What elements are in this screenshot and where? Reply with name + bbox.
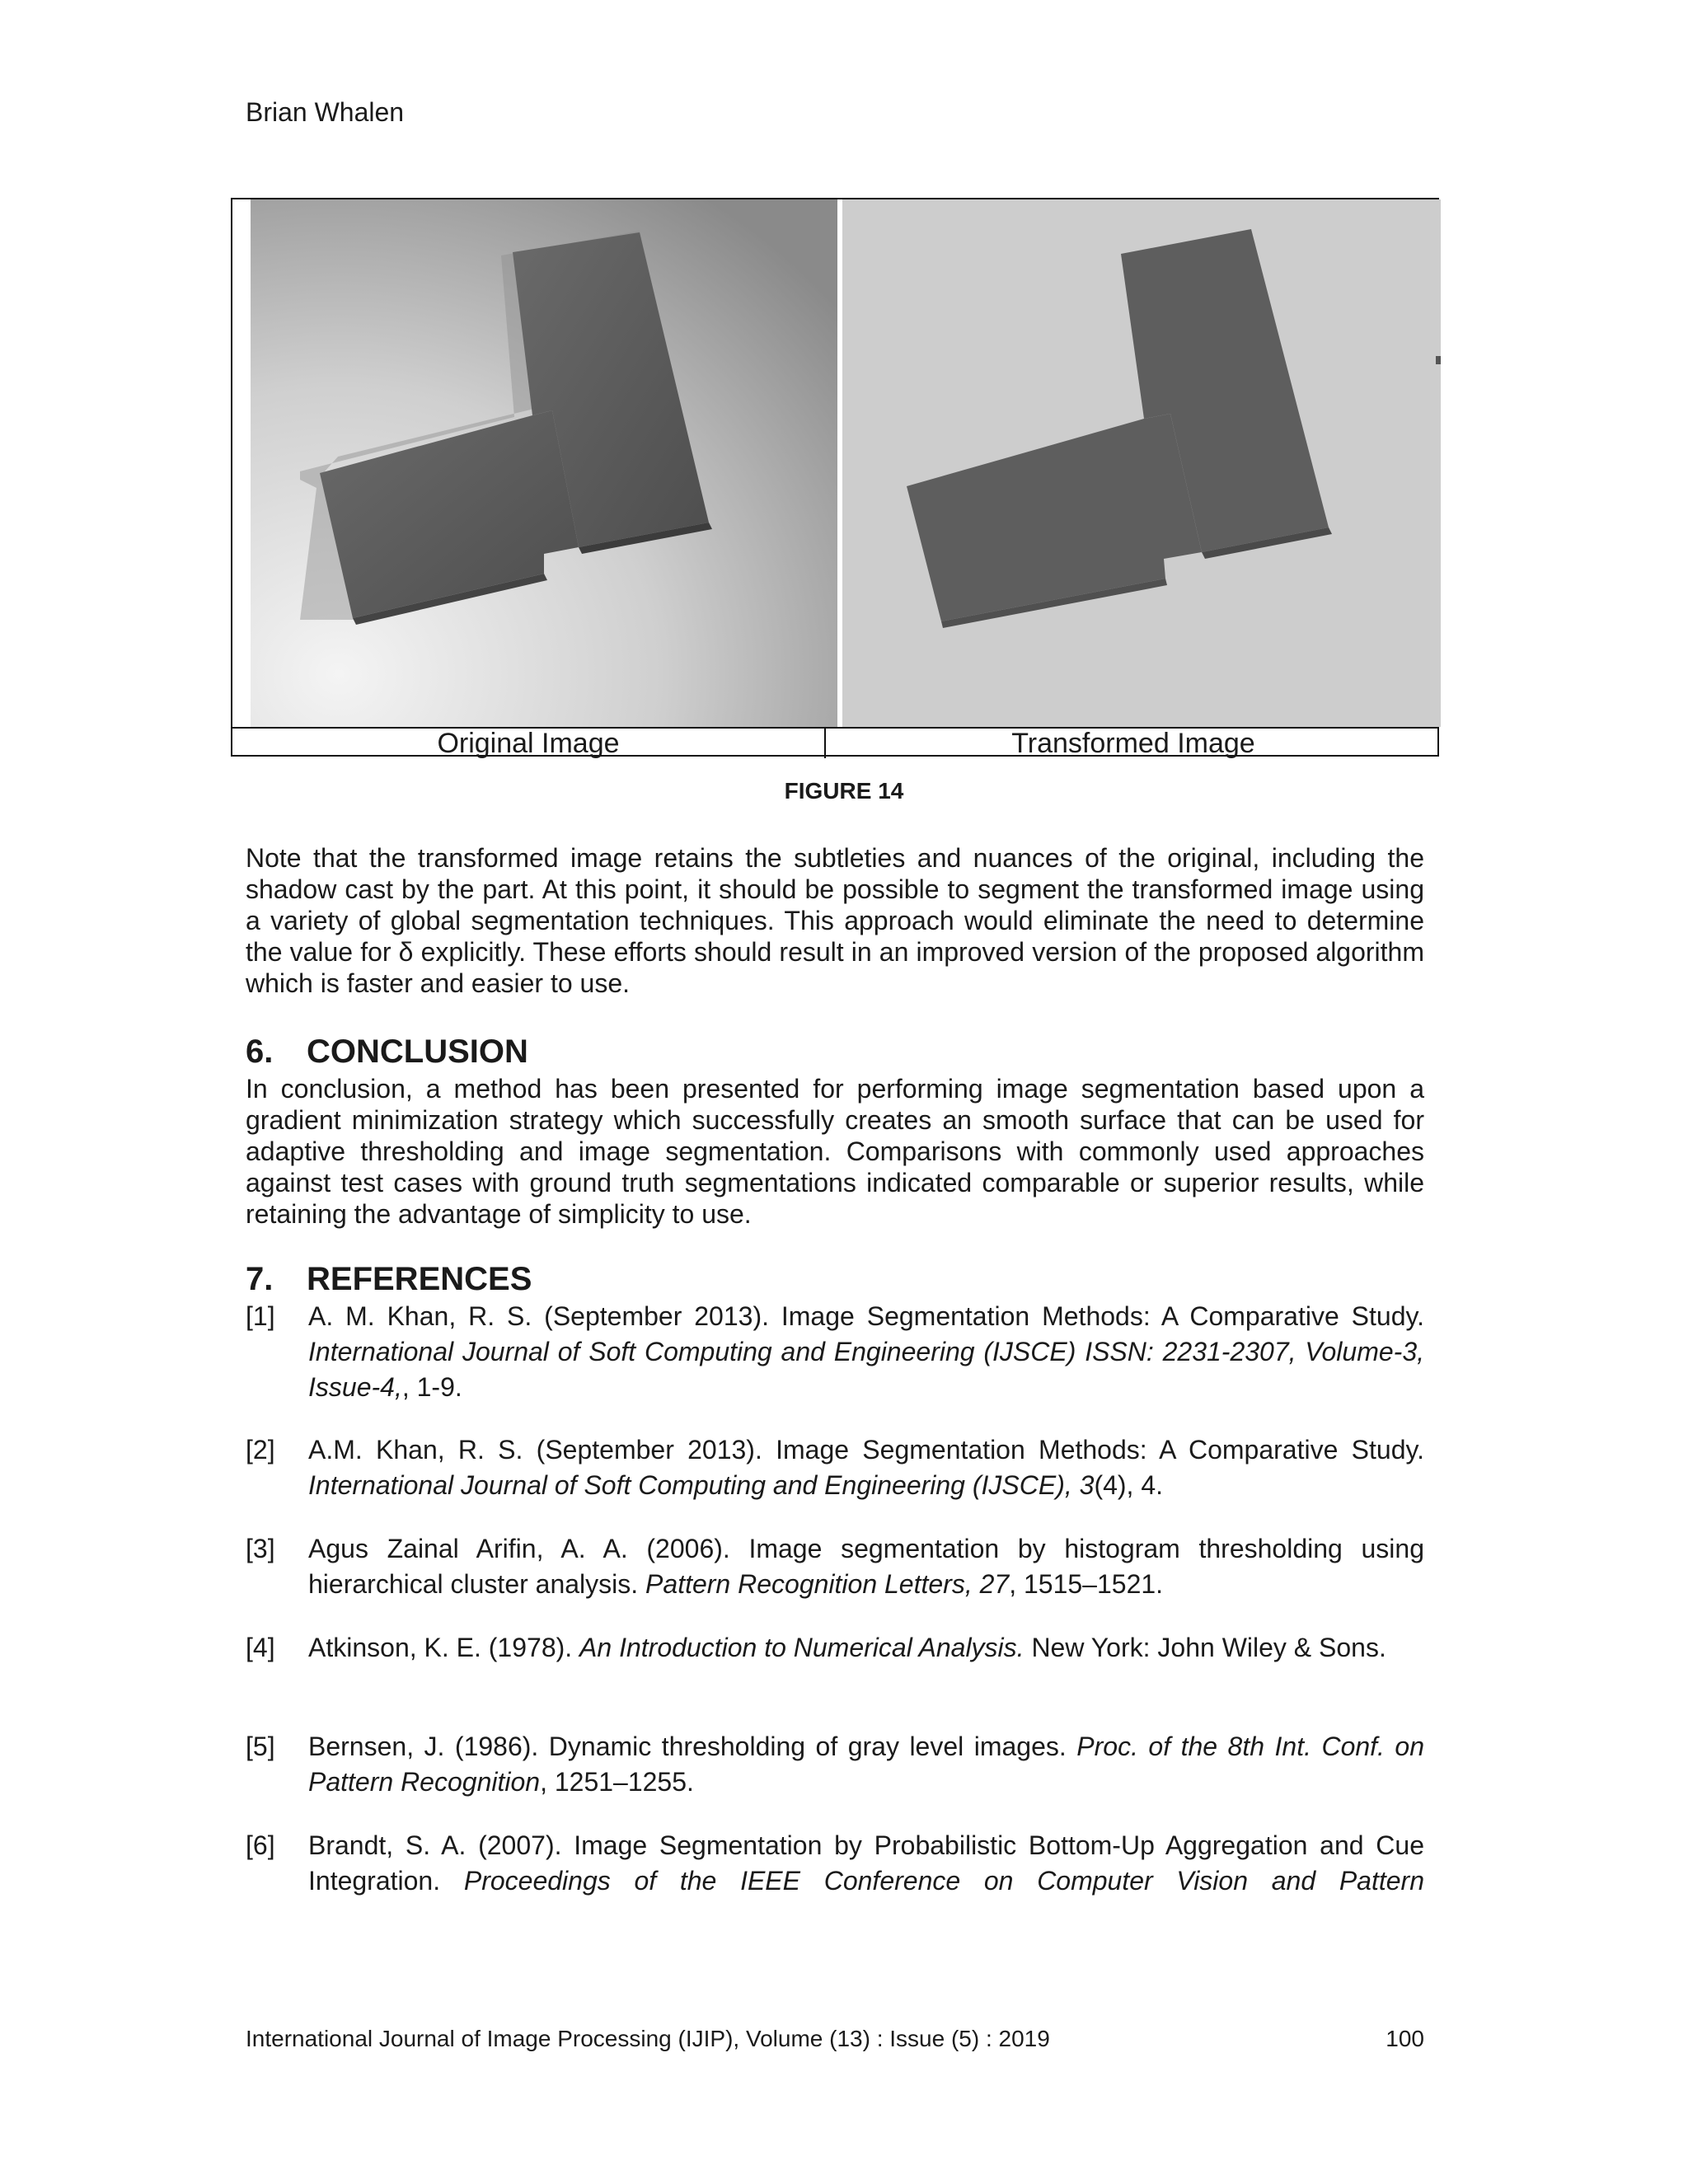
reference-number: [1] [246, 1301, 275, 1331]
reference-number: [2] [246, 1435, 275, 1465]
left-caption: Original Image [437, 728, 620, 759]
reference-text: A. M. Khan, R. S. (September 2013). Image Segmentation Methods: A Comparative Study. International Journal of Soft Computing and Engineering (IJSCE) ISSN: 2231-2307, Volume-3, Issue-4,, 1-9. [308, 1301, 1424, 1402]
reference-text: Bernsen, J. (1986). Dynamic thresholding of gray level images. Proc. of the 8th Int. Conf. on Pattern Recognition, 1251–1255. [308, 1732, 1425, 1797]
figure-caption-row [232, 727, 1437, 758]
section-title: REFERENCES [307, 1261, 532, 1297]
section-number: 7. [246, 1261, 274, 1297]
original-image [251, 199, 837, 727]
conclusion-paragraph: In conclusion, a method has been presented for performing image segmentation based upon a gradient minimization strategy which successfully creates an smooth surface that can be used for adaptive thresholding and image segmentation. Comparisons with commonly used approaches against test cases with ground truth segmentations indicated comparable or superior results, while retaining the advantage of simplicity to use. [246, 1074, 1424, 1229]
reference-number: [3] [246, 1534, 275, 1563]
section-heading-conclusion [246, 1033, 528, 1071]
section-heading-references [246, 1261, 532, 1298]
reference-number: [5] [246, 1732, 275, 1761]
right-caption: Transformed Image [824, 729, 1441, 758]
figure-label: FIGURE 14 [784, 778, 904, 804]
running-head: Brian Whalen [246, 97, 405, 127]
section-title: CONCLUSION [307, 1033, 528, 1070]
reference-text: Agus Zainal Arifin, A. A. (2006). Image segmentation by histogram thresholding using hierarchical cluster analysis. Pattern Recognition Letters, 27, 1515–1521. [308, 1534, 1424, 1599]
body-paragraph: Note that the transformed image retains the subtleties and nuances of the original, including the shadow cast by the part. At this point, it should be possible to segment the transformed image using a variety of global segmentation techniques. This approach would eliminate the need to determine the value for δ explicitly. These efforts should result in an improved version of the proposed algorithm which is faster and easier to use. [246, 843, 1424, 998]
section-number: 6. [246, 1033, 274, 1070]
reference-item [246, 1630, 1424, 1666]
transformed-image [842, 199, 1441, 727]
reference-item [246, 1828, 1424, 1899]
reference-number: [6] [246, 1830, 275, 1860]
page-number: 100 [1386, 2026, 1424, 2051]
footer-journal: International Journal of Image Processing (IJIP), Volume (13) : Issue (5) : 2019 [246, 2026, 1050, 2051]
reference-item [246, 1729, 1424, 1800]
figure-14 [231, 198, 1439, 757]
reference-text: Brandt, S. A. (2007). Image Segmentation by Probabilistic Bottom-Up Aggregation and Cue Integration. Proceedings of the IEEE Conference on Computer Vision and Pattern [308, 1830, 1425, 1896]
reference-item [246, 1432, 1424, 1503]
reference-item [246, 1299, 1424, 1405]
reference-item [246, 1531, 1424, 1602]
reference-number: [4] [246, 1633, 275, 1662]
reference-text: A.M. Khan, R. S. (September 2013). Image Segmentation Methods: A Comparative Study. International Journal of Soft Computing and Engineering (IJSCE), 3(4), 4. [308, 1435, 1424, 1500]
reference-text: Atkinson, K. E. (1978). An Introduction to Numerical Analysis. New York: John Wiley & Sons. [308, 1633, 1386, 1662]
